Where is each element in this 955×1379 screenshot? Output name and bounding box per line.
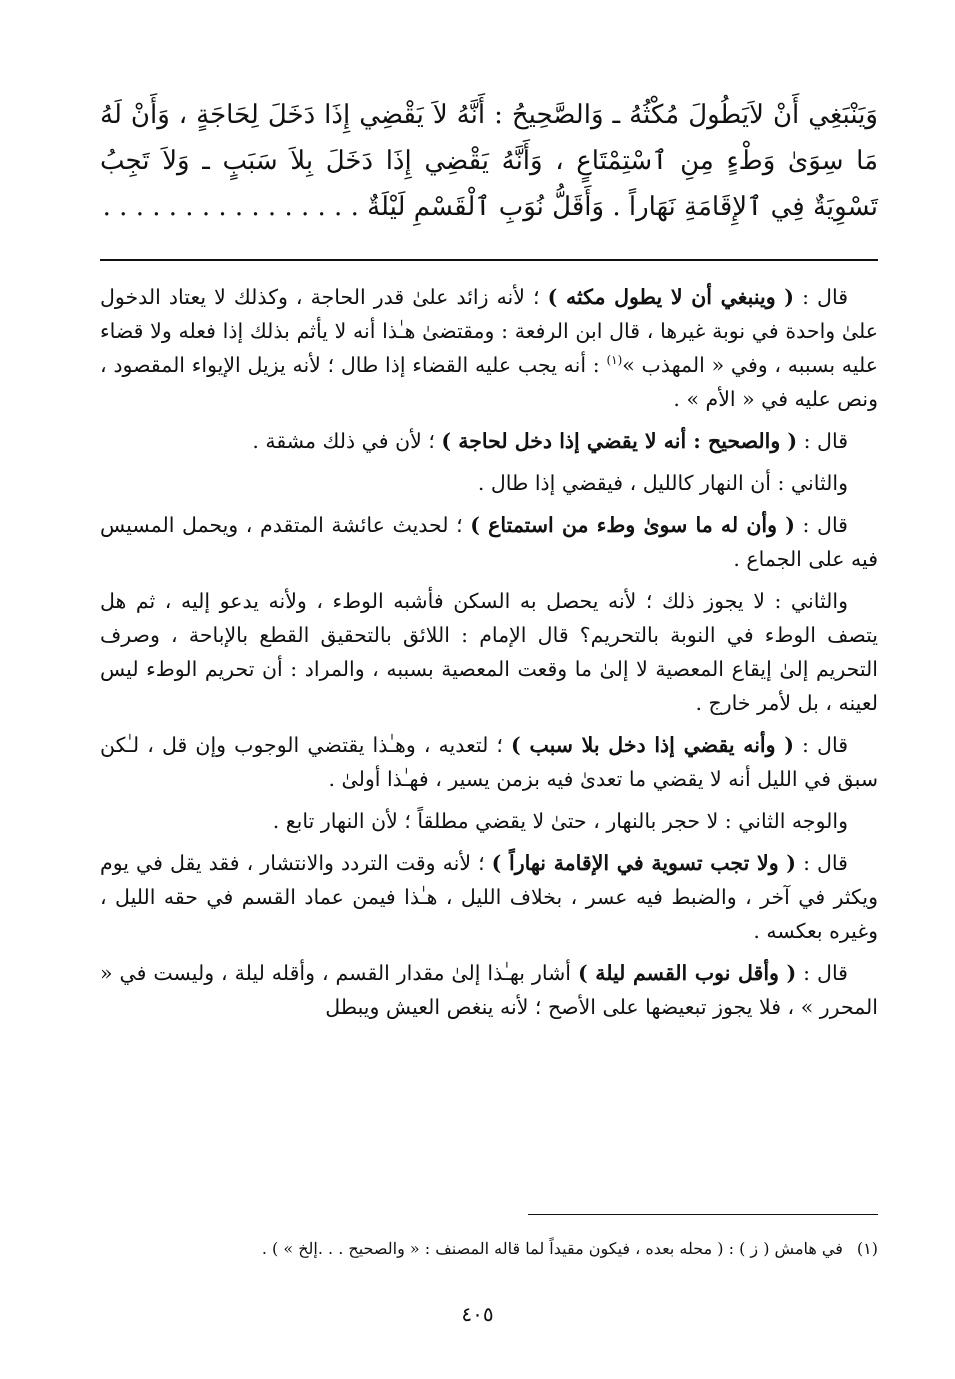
quoted-matn: ( وأنه يقضي إذا دخل بلا سبب ) bbox=[511, 733, 794, 757]
commentary-paragraph-3: والثاني : أن النهار كالليل ، فيقضي إذا طال . bbox=[477, 471, 848, 495]
commentary-paragraph-2: قال : ( والصحيح : أنه لا يقضي إذا دخل لحاجة ) ؛ لأن في ذلك مشقة . bbox=[252, 429, 848, 453]
commentary-paragraph-7: والوجه الثاني : لا حجر بالنهار ، حتىٰ لا يقضي مطلقاً ؛ لأن النهار تابع . bbox=[272, 809, 848, 833]
quoted-matn: ( وأقل نوب القسم ليلة ) bbox=[577, 961, 797, 985]
footnote-marker[interactable]: (١) bbox=[606, 353, 623, 368]
separator-rule bbox=[100, 259, 878, 261]
page-number: ٤٠٥ bbox=[461, 1302, 494, 1326]
footnote-number: (١) bbox=[856, 1239, 878, 1258]
commentary-paragraph-6: قال : ( وأنه يقضي إذا دخل بلا سبب ) ؛ لتعديه ، وهـٰذا يقتضي الوجوب وإن قل ، لـٰكن سبق في الليل أنه لا يقضي ما تعدىٰ فيه بزمن يسير ، فهـٰذا أولىٰ . bbox=[100, 733, 878, 791]
matn-text bbox=[100, 92, 878, 230]
matn-paragraph: وَيَنْبَغِي أَنْ لاَيَطُولَ مُكْثُهُ ـ وَالصَّحِيحُ : أَنَّهُ لاَ يَقْضِي إِذَا دَخَلَ لِحَاجَةٍ ، وَأَنْ لَهُ مَا سِوَىٰ وَطْءٍ مِنِ ٱسْتِمْتَاعٍ ، وَأَنَّهُ يَقْضِي إِذَا دَخَلَ بِلاَ سَبَبٍ ـ وَلاَ تَجِبُ تَسْوِيَةٌ فِي ٱلإِقَامَةِ نَهَاراً . وَأَقَلُّ نُوَبِ ٱلْقَسْمِ لَيْلَةٌ . . . . . . . . . . . . . . . . bbox=[100, 100, 878, 222]
commentary-paragraph-8: قال : ( ولا تجب تسوية في الإقامة نهاراً ) ؛ لأنه وقت التردد والانتشار ، فقد يقل في يوم ويكثر في آخر ، والضبط فيه عسر ، بخلاف الليل ، هـٰذا فيمن عماد القسم في حقه الليل ، وغيره بعكسه . bbox=[100, 851, 878, 943]
commentary bbox=[100, 280, 878, 1032]
commentary-paragraph-1: قال : ( وينبغي أن لا يطول مكثه ) ؛ لأنه زائد علىٰ قدر الحاجة ، وكذلك لا يعتاد الدخول علىٰ واحدة في نوبة غيرها ، قال ابن الرفعة : ومقتضىٰ هـٰذا أنه لا يأثم بذلك إذا فعله ولا قضاء عليه بسببه ، وفي « المهذب »$^{(١)}$ : أنه يجب عليه القضاء إذا طال ؛ لأنه يزيل الإيواء المقصود ، ونص عليه في « الأم » . bbox=[100, 285, 878, 411]
footnote-text: في هامش ( ز ) : ( محله بعده ، فيكون مقيداً لما قاله المصنف : « والصحيح . . .إلخ » ) . bbox=[261, 1239, 843, 1258]
commentary-paragraph-4: قال : ( وأن له ما سوىٰ وطء من استمتاع ) ؛ لحديث عائشة المتقدم ، ويحمل المسيس فيه على الجماع . bbox=[100, 513, 878, 571]
quoted-matn: ( والصحيح : أنه لا يقضي إذا دخل لحاجة ) bbox=[441, 429, 798, 453]
footnote-rule bbox=[528, 1214, 878, 1215]
commentary-paragraph-9: قال : ( وأقل نوب القسم ليلة ) أشار بهـٰذا إلىٰ مقدار القسم ، وأقله ليلة ، وليست في « المحرر » ، فلا يجوز تبعيضها على الأصح ؛ لأنه ينغص العيش ويبطل bbox=[100, 961, 878, 1019]
quoted-matn: ( ولا تجب تسوية في الإقامة نهاراً ) bbox=[491, 851, 797, 875]
quoted-matn: ( وأن له ما سوىٰ وطء من استمتاع ) bbox=[470, 513, 795, 537]
commentary-paragraph-5: والثاني : لا يجوز ذلك ؛ لأنه يحصل به السكن فأشبه الوطء ، ولأنه يدعو إليه ، ثم هل يتصف الوطء في النوبة بالتحريم؟ قال الإمام : اللائق بالتحقيق القطع بالإباحة ، وصرف التحريم إلىٰ إيقاع المعصية لا إلىٰ ما وقعت المعصية بسببه ، والمراد : أن تحريم الوطء ليس لعينه ، بل لأمر خارج . bbox=[100, 589, 878, 715]
footnote bbox=[100, 1236, 878, 1262]
quoted-matn: ( وينبغي أن لا يطول مكثه ) bbox=[547, 285, 795, 309]
